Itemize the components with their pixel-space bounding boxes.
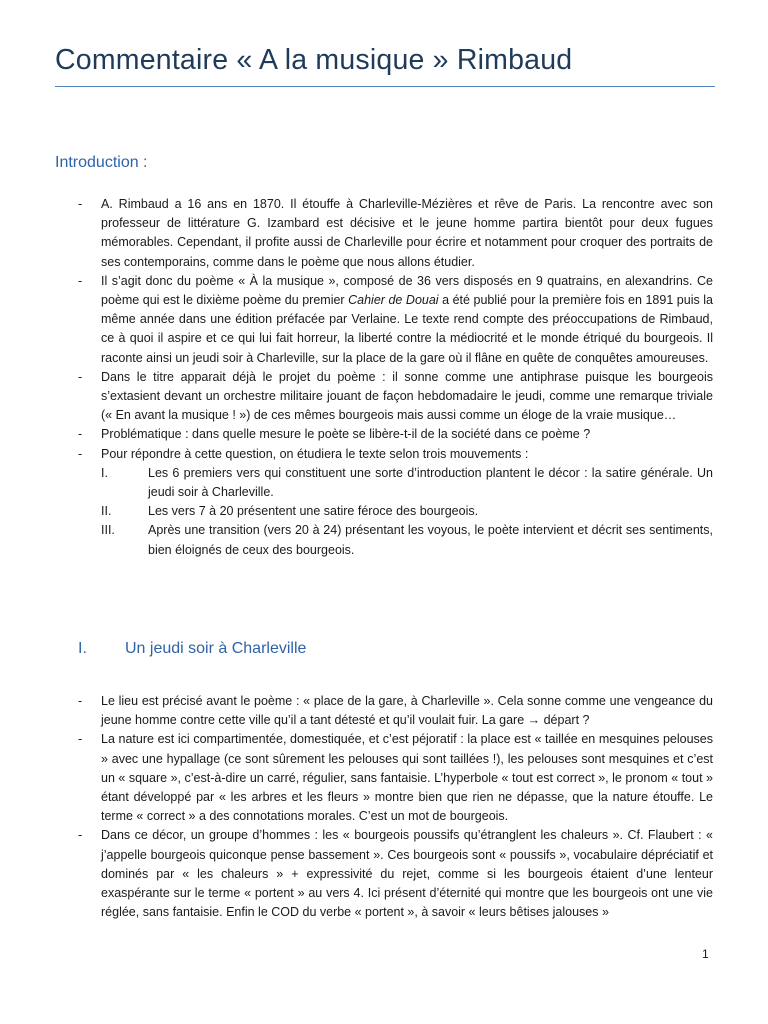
bullet-dash: - — [78, 197, 83, 211]
list-item — [78, 195, 713, 272]
list-item-text: A. Rimbaud a 16 ans en 1870. Il étouffe à Charleville-Mézières et rêve de Paris. La rencontre avec son professeur de littérature G. Izambard est décisive et le jeune homme partira bientôt pour deux fugues mémorables. Cependant, il profite aussi de Charleville pour écrire et notamment pour croquer des portraits de ses contemporains, comme dans le poème que nous allons étudier. — [101, 197, 713, 269]
list-item — [78, 445, 713, 464]
movement-text: Après une transition (vers 20 à 24) présentant les voyous, le poète intervient et décrit ses sentiments, bien éloignés de ceux des bourgeois. — [148, 523, 713, 557]
bullet-dash: - — [78, 369, 83, 384]
movement-item — [78, 464, 713, 502]
section-list — [78, 692, 713, 922]
bullet-dash: - — [78, 694, 83, 708]
list-item-text: Dans ce décor, un groupe d’hommes : les « bourgeois poussifs qu’étranglent les chaleurs ». Cf. Flaubert : « j’appelle bourgeois quiconque pense bassement ». Ces bourgeois sont « poussifs », vocabulaire dépréciatif et dominés par « les chaleurs » + expressivité du rejet, comme si les bourgeois étaient d’une lenteur exaspérante sur le terme « portent » au vers 4. Ici présent d’éternité qui montre que les bourgeois ont une vie réglée, sans fantaisie. Enfin le COD du verbe « portent », à savoir « leurs bêtises jalouses » — [101, 828, 713, 920]
list-item-text: Le lieu est précisé avant le poème : « place de la gare, à Charleville ». Cela sonne comme une vengeance du jeune homme contre cette ville qu’il a tant détesté et qu’il voulait fuir. La gare → départ ? — [101, 694, 713, 728]
list-item — [78, 826, 713, 922]
bullet-dash: - — [78, 273, 83, 288]
roman-numeral: II. — [101, 504, 112, 519]
roman-numeral: III. — [101, 523, 115, 538]
roman-numeral: I. — [101, 465, 108, 480]
movements-list — [78, 464, 713, 560]
section-heading — [78, 640, 678, 658]
list-item-text: Dans le titre apparait déjà le projet du poème : il sonne comme une antiphrase puisque les bourgeois s’extasient devant un orchestre militaire jouant de façon hebdomadaire le jeudi, comme une remarque triviale (« En avant la musique ! ») de ces mêmes bourgeois mais aussi comme un éloge de la vraie musique… — [101, 369, 713, 423]
list-item — [78, 272, 713, 368]
bullet-dash: - — [78, 427, 83, 442]
title-underline — [55, 86, 715, 87]
list-item — [78, 425, 713, 444]
list-item-text: Il s’agit donc du poème « À la musique », composé de 36 vers disposés en 9 quatrains, en alexandrins. Ce poème qui est le dixième poème du premier Cahier de Douai a été publié pour la première fois en 1891 puis la même année dans une édition préfacée par Verlaine. Le texte rend compte des préoccupations de Rimbaud, ce à quoi il aspire et ce qui lui fait horreur, la liberté contre la médiocrité et le monde étriqué du bourgeois. Il raconte ainsi un jeudi soir à Charleville, sur la place de la gare où il flâne en quête de conquêtes amoureuses. — [101, 273, 713, 365]
introduction-list — [78, 195, 713, 560]
introduction-heading: Introduction : — [55, 154, 148, 171]
section-number: I. — [78, 640, 87, 657]
page-number: 1 — [702, 947, 709, 961]
movement-text: Les 6 premiers vers qui constituent une sorte d’introduction plantent le décor : la satire générale. Un jeudi soir à Charleville. — [148, 465, 713, 500]
italic-title: Cahier de Douai — [348, 293, 439, 308]
list-item-text: La nature est ici compartimentée, domestiquée, et c’est péjoratif : la place est « taillée en mesquines pelouses » avec une hypallage (ce sont sûrement les pelouses qui sont taillées !), les pelouses sont mesquines et c’est un « square », c’est-à-dire un carré, régulier, sans fantaisie. L’hyperbole « tout est correct », le pronom « tout » étant développé par « les arbres et les fleurs » montre bien que rien ne dépasse, que la nature étouffe. Le terme « correct » a des connotations morales. C’est un mot de bourgeois. — [101, 732, 713, 824]
document-title: Commentaire « A la musique » Rimbaud — [55, 44, 573, 76]
bullet-dash: - — [78, 828, 83, 843]
list-item-text: Pour répondre à cette question, on étudiera le texte selon trois mouvements : — [101, 446, 529, 461]
list-item — [78, 368, 713, 426]
movement-item — [78, 521, 713, 559]
list-item-text: Problématique : dans quelle mesure le poète se libère-t-il de la société dans ce poème ? — [101, 427, 591, 442]
movement-item — [78, 502, 713, 521]
bullet-dash: - — [78, 446, 83, 461]
movement-text: Les vers 7 à 20 présentent une satire féroce des bourgeois. — [148, 504, 479, 519]
list-item — [78, 692, 713, 730]
bullet-dash: - — [78, 732, 83, 747]
section-title: Un jeudi soir à Charleville — [125, 640, 307, 657]
list-item — [78, 730, 713, 826]
